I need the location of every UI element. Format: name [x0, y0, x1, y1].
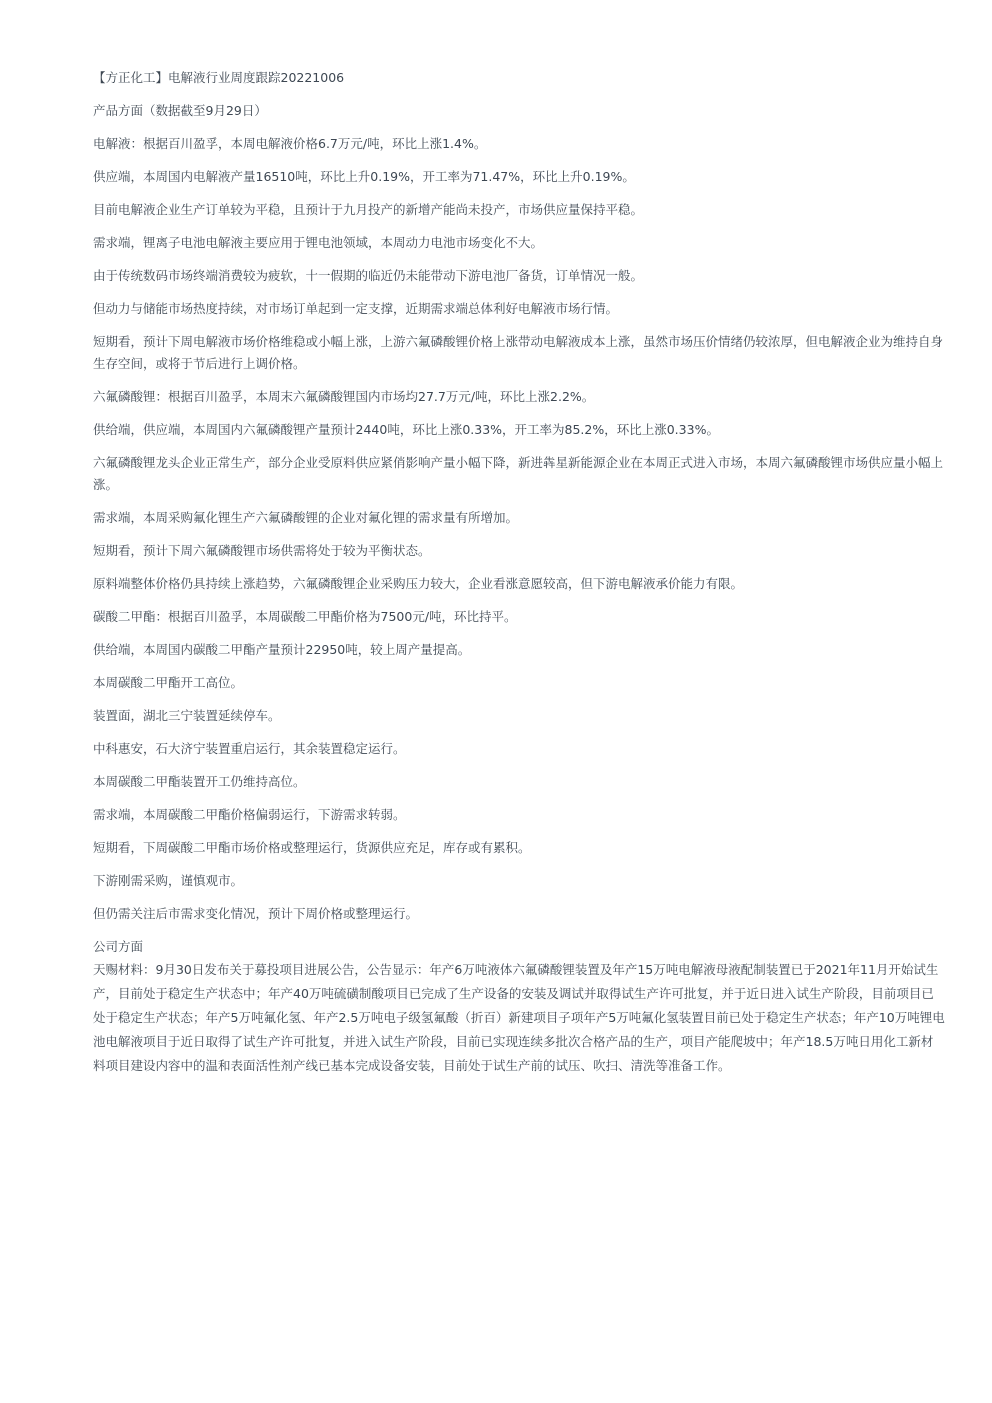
paragraph: 但动力与储能市场热度持续，对市场订单起到一定支撑，近期需求端总体利好电解液市场行情。 [93, 301, 619, 316]
paragraph: 电解液：根据百川盈孚，本周电解液价格6.7万元/吨，环比上涨1.4%。 [93, 136, 487, 151]
paragraph: 目前电解液企业生产订单较为平稳，且预计于九月投产的新增产能尚未投产，市场供应量保持平稳。 [93, 202, 644, 217]
paragraph: 短期看，预计下周六氟磷酸锂市场供需将处于较为平衡状态。 [93, 543, 431, 558]
paragraph: 由于传统数码市场终端消费较为疲软，十一假期的临近仍未能带动下游电池厂备货，订单情况一般。 [93, 268, 644, 283]
paragraph: 六氟磷酸锂：根据百川盈孚，本周末六氟磷酸锂国内市场均27.7万元/吨，环比上涨2.2%。 [93, 389, 595, 404]
paragraph: 装置面，湖北三宁装置延续停车。 [93, 708, 281, 723]
paragraph: 下游刚需采购，谨慎观市。 [93, 873, 244, 888]
paragraph: 本周碳酸二甲酯装置开工仍维持高位。 [93, 774, 306, 789]
paragraph: 供应端，本周国内电解液产量16510吨，环比上升0.19%，开工率为71.47%，环比上升0.19%。 [93, 169, 635, 184]
company-section-heading: 公司方面 [93, 939, 144, 954]
paragraph: 六氟磷酸锂龙头企业正常生产，部分企业受原料供应紧俏影响产量小幅下降，新进犇星新能源企业在本周正式进入市场，本周六氟磷酸锂市场供应量小幅上涨。 [93, 455, 944, 492]
paragraph: 需求端，本周碳酸二甲酯价格偏弱运行，下游需求转弱。 [93, 807, 406, 822]
document-title: 【方正化工】电解液行业周度跟踪20221006 [93, 70, 345, 85]
paragraph: 短期看，预计下周电解液市场价格维稳或小幅上涨，上游六氟磷酸锂价格上涨带动电解液成本上涨，虽然市场压价情绪仍较浓厚，但电解液企业为维持自身生存空间，或将于节后进行上调价格。 [93, 334, 944, 371]
paragraph: 需求端，锂离子电池电解液主要应用于锂电池领域，本周动力电池市场变化不大。 [93, 235, 544, 250]
paragraph: 需求端，本周采购氟化锂生产六氟磷酸锂的企业对氟化锂的需求量有所增加。 [93, 510, 519, 525]
paragraph: 原料端整体价格仍具持续上涨趋势，六氟磷酸锂企业采购压力较大，企业看涨意愿较高，但下游电解液承价能力有限。 [93, 576, 744, 591]
paragraph: 碳酸二甲酯：根据百川盈孚，本周碳酸二甲酯价格为7500元/吨，环比持平。 [93, 609, 517, 624]
product-section-heading: 产品方面（数据截至9月29日） [93, 103, 267, 118]
document-page [93, 67, 945, 1089]
paragraph: 中科惠安，石大济宁装置重启运行，其余装置稳定运行。 [93, 741, 406, 756]
paragraph: 短期看，下周碳酸二甲酯市场价格或整理运行，货源供应充足，库存或有累积。 [93, 840, 531, 855]
paragraph: 供给端，供应端，本周国内六氟磷酸锂产量预计2440吨，环比上涨0.33%，开工率为85.2%，环比上涨0.33%。 [93, 422, 719, 437]
paragraph: 但仍需关注后市需求变化情况，预计下周价格或整理运行。 [93, 906, 419, 921]
paragraph: 供给端，本周国内碳酸二甲酯产量预计22950吨，较上周产量提高。 [93, 642, 471, 657]
paragraph: 本周碳酸二甲酯开工高位。 [93, 675, 244, 690]
company-paragraph: 天赐材料：9月30日发布关于募投项目进展公告，公告显示：年产6万吨液体六氟磷酸锂装置及年产15万吨电解液母液配制装置已于2021年11月开始试生产，目前处于稳定生产状态中；年产40万吨硫磺制酸项目已完成了生产设备的安装及调试并取得试生产许可批复，并于近日进入试生产阶段，目前项目已处于稳定生产状态；年产5万吨氟化氢、年产2.5万吨电子级氢氟酸（折百）新建项目子项年产5万吨氟化氢装置目前已处于稳定生产状态；年产10万吨锂电池电解液项目于近日取得了试生产许可批复，并进入试生产阶段，目前已实现连续多批次合格产品的生产，项目产能爬坡中；年产18.5万吨日用化工新材料项目建设内容中的温和表面活性剂产线已基本完成设备安装，目前处于试生产前的试压、吹扫、清洗等准备工作。 [93, 962, 945, 1073]
